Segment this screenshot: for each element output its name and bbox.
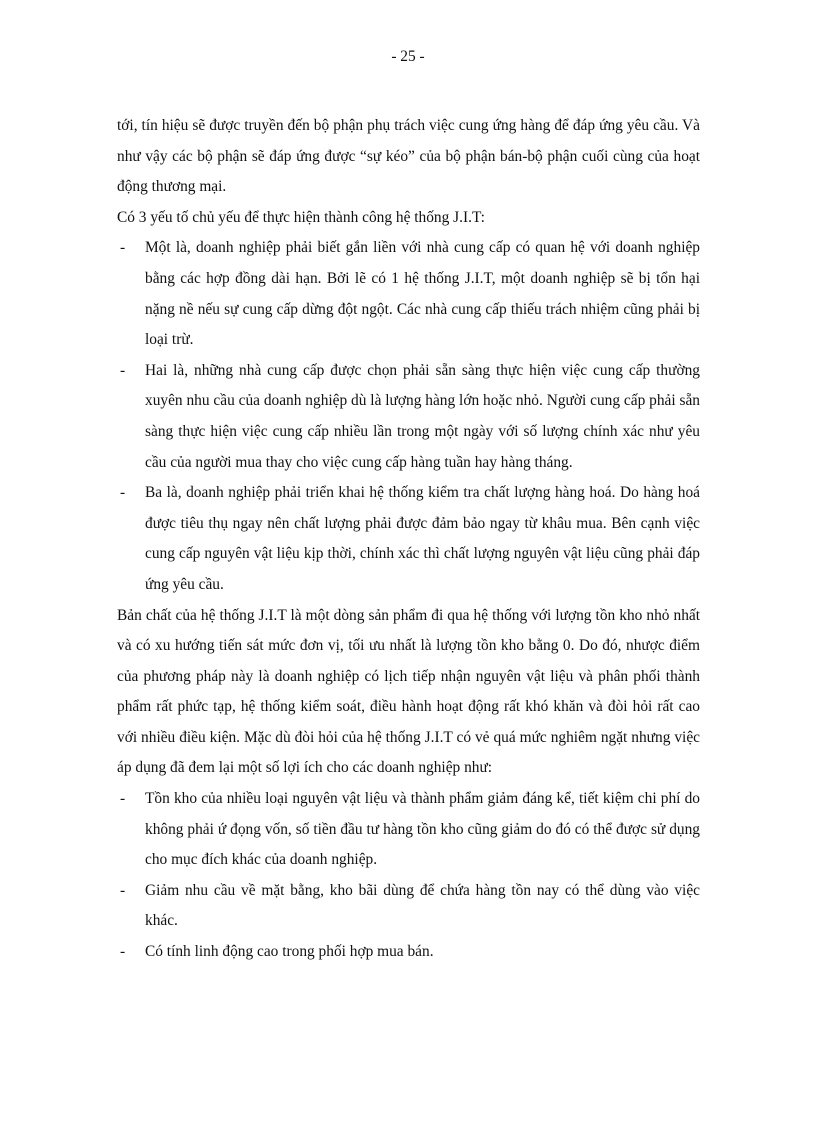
list-item [117, 937, 700, 968]
benefits-list [117, 784, 700, 968]
list-item-text: Giảm nhu cầu về mặt bằng, kho bãi dùng để chứa hàng tồn nay có thể dùng vào việc khác. [145, 881, 700, 930]
intro-paragraph: tới, tín hiệu sẽ được truyền đến bộ phận phụ trách việc cung ứng hàng để đáp ứng yêu cầu. Và như vậy các bộ phận sẽ đáp ứng được “sự kéo” của bộ phận bán-bộ phận cuối cùng của hoạt động thương mại. [117, 117, 700, 196]
list-item [117, 233, 700, 355]
list-item-text: Có tính linh động cao trong phối hợp mua bán. [145, 943, 434, 961]
jit-nature-paragraph: Bản chất của hệ thống J.I.T là một dòng sản phẩm đi qua hệ thống với lượng tồn kho nhỏ nhất và có xu hướng tiến sát mức đơn vị, tối ưu nhất là lượng tồn kho bằng 0. Do đó, nhược điểm của phương pháp này là doanh nghiệp có lịch tiếp nhận nguyên vật liệu và phân phối thành phẩm rất phức tạp, hệ thống kiểm soát, điều hành hoạt động rất khó khăn và đòi hỏi rất cao với nhiều điều kiện. Mặc dù đòi hỏi của hệ thống J.I.T có vẻ quá mức nghiêm ngặt nhưng việc áp dụng đã đem lại một số lợi ích cho các doanh nghiệp như: [117, 606, 700, 777]
factors-list [117, 233, 700, 600]
bullet-marker: - [120, 790, 126, 808]
bullet-marker: - [120, 239, 126, 257]
list-item [117, 356, 700, 478]
list-item [117, 784, 700, 876]
list-item [117, 478, 700, 600]
list-item [117, 876, 700, 937]
bullet-marker: - [120, 881, 126, 899]
list-item-text: Tồn kho của nhiều loại nguyên vật liệu và thành phẩm giảm đáng kể, tiết kiệm chi phí do không phải ứ đọng vốn, số tiền đầu tư hàng tồn kho cũng giảm do đó có thể được sử dụng cho mục đích khác của doanh nghiệp. [145, 790, 700, 869]
list-item-text: Ba là, doanh nghiệp phải triển khai hệ thống kiểm tra chất lượng hàng hoá. Do hàng hoá được tiêu thụ ngay nên chất lượng phải được đảm bảo ngay từ khâu mua. Bên cạnh việc cung cấp nguyên vật liệu kịp thời, chính xác thì chất lượng nguyên vật liệu cũng phải đáp ứng yêu cầu. [145, 484, 700, 593]
bullet-marker: - [120, 484, 126, 502]
list-item-text: Hai là, những nhà cung cấp được chọn phải sẵn sàng thực hiện việc cung cấp thường xuyên nhu cầu của doanh nghiệp dù là lượng hàng lớn hoặc nhỏ. Người cung cấp phải sẵn sàng thực hiện việc cung cấp nhiều lần trong một ngày với số lượng chính xác như yêu cầu của người mua thay cho việc cung cấp hàng tuần hay hàng tháng. [145, 361, 700, 471]
page-number: - 25 - [391, 48, 425, 65]
list-item-text: Một là, doanh nghiệp phải biết gắn liền với nhà cung cấp có quan hệ với doanh nghiệp bằng các hợp đồng dài hạn. Bởi lẽ có 1 hệ thống J.I.T, một doanh nghiệp sẽ bị tổn hại nặng nề nếu sự cung cấp dừng đột ngột. Các nhà cung cấp thiếu trách nhiệm cũng phải bị loại trừ. [145, 239, 700, 349]
document-body [117, 111, 700, 968]
factors-heading: Có 3 yếu tố chủ yếu để thực hiện thành công hệ thống J.I.T: [117, 208, 485, 226]
bullet-marker: - [120, 361, 126, 379]
bullet-marker: - [120, 943, 126, 961]
